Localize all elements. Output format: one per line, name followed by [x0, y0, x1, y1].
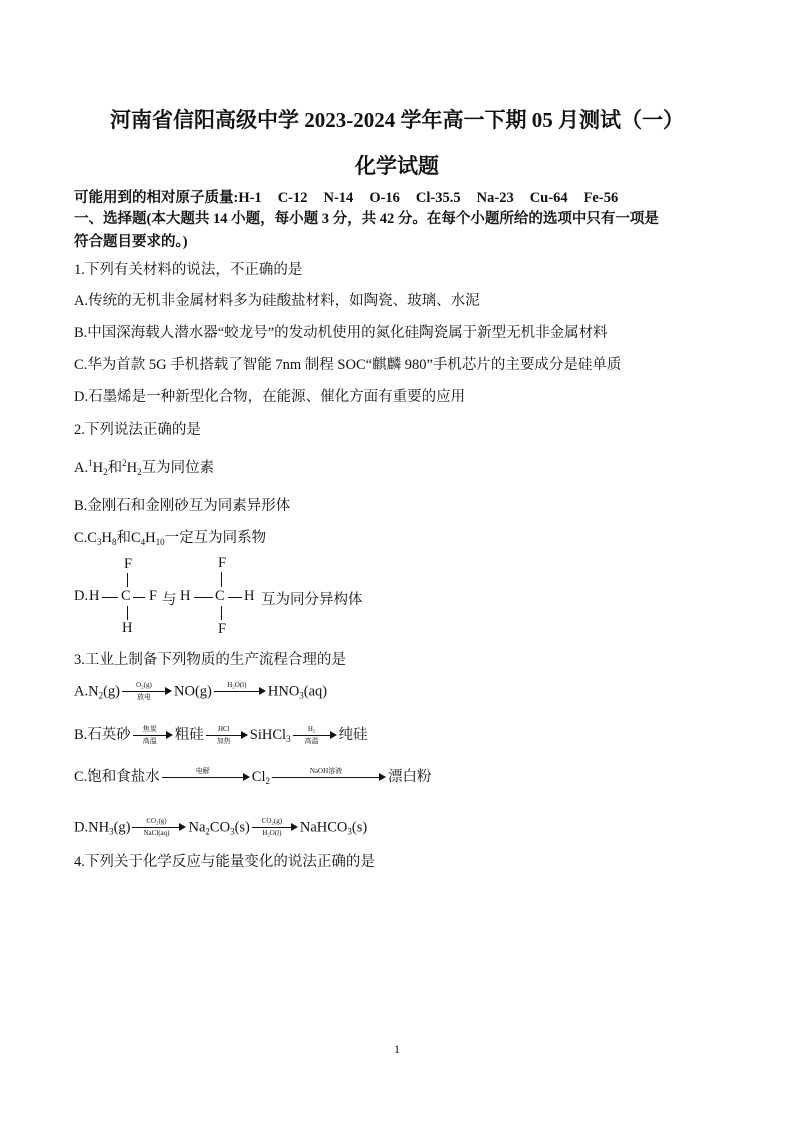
section-heading-line1: 一、选择题(本大题共 14 小题，每小题 3 分，共 42 分。在每个小题所给的选项中只有一项是 — [74, 211, 659, 227]
exam-page: 河南省信阳高级中学 2023-2024 学年高一下期 05 月测试（一） 化学试题 可能用到的相对原子质量:H-1 C-12 N-14 O-16 Cl-35.5 Na-23 Cu-64 Fe-56 一、选择题(本大题共 14 小题，每小题 3 分，共 42 分。在每个小题所给的选项中只有一项是 符合题目要求的。) 1.下列有关材料的说法，不正确的是 A.传统的无机非金属材料多为硅酸盐材料，如陶瓷、玻璃、水泥 B.中国深海载人潜水器“蛟龙号”的发动机使用的氮化硅陶瓷属于新型无机非金属材料 C.华为首款 5G 手机搭载了智能 7nm 制程 SOC“麒麟 980”手机芯片的主要成分是硅单质 D.石墨烯是一种新型化合物，在能源、催化方面有重要的应用 2.下列说法正确的是 $A.^1H_2$和$^2H_2$互为同位素 B.金刚石和金刚砂互为同素异形体 $C.C_3H_8$和$C_4H_{10}$一定互为同系物 D. H C F F H 与 H C H F F 互为同分异构体 3.工业上制备下列物质的生产流程合理的是 $A.N_2(g)$ O₂(g) 放电 NO(g) H₂O(l) $HNO_3(aq)$ B.石英砂 焦炭 高温 粗硅 HCl 加热 SiHCl$_3$ H₂ 高温 纯硅 C.饱和食盐水 电解 $Cl_2$ NaOH溶液 漂白粉 $D.NH_3(g)$ CO₂(g) NaCl(aq) $Na_2CO_3(s)$ $\frac{\text{CO₂(g)}}{\text{H₂O(l)}}$ NaHCO$_3$(s) 4.下列关于化学反应与能量变化的说法正确的是 1 — [0, 0, 794, 1122]
reaction-arrow: O₂(g) 放电 — [122, 680, 172, 704]
q3-option-a: $A.N_2(g)$ O₂(g) 放电 NO(g) H₂O(l) $HNO_3(aq)$ — [74, 680, 327, 704]
atom-f: F — [149, 588, 158, 604]
mass-item: Fe-56 — [583, 190, 619, 206]
q1-option-b: B.中国深海载人潜水器“蛟龙号”的发动机使用的氮化硅陶瓷属于新型无机非金属材料 — [74, 325, 608, 341]
bond-line — [228, 597, 242, 598]
atomic-mass-line — [74, 186, 634, 207]
atom-h: H — [180, 588, 191, 604]
q2-stem: 2.下列说法正确的是 — [74, 422, 201, 438]
atom-c: C — [215, 588, 225, 604]
q2-option-a: $A.^1H_2$和$^2H_2$互为同位素 — [74, 458, 215, 477]
bond-line — [102, 597, 118, 598]
atom-h: H — [89, 588, 100, 604]
bond-line — [221, 606, 222, 620]
exam-title: 河南省信阳高级中学 2023-2024 学年高一下期 05 月测试（一） — [110, 108, 684, 132]
reaction-arrow: $\frac{\text{CO₂(g)}}{\text{H₂O(l)}}$ — [252, 816, 298, 840]
section-heading-line2: 符合题目要求的。) — [74, 234, 188, 250]
atom-f: F — [218, 555, 227, 571]
reaction-arrow: CO₂(g) NaCl(aq) — [132, 816, 186, 840]
q1-option-c: C.华为首款 5G 手机搭载了智能 7nm 制程 SOC“麒麟 980”手机芯片的主要成分是硅单质 — [74, 357, 622, 373]
q1-option-a: A.传统的无机非金属材料多为硅酸盐材料，如陶瓷、玻璃、水泥 — [74, 293, 480, 309]
page-number: 1 — [394, 1042, 400, 1056]
mass-item: C-12 — [277, 190, 308, 206]
mass-item: H-1 — [238, 190, 262, 206]
reaction-arrow: H₂O(l) — [214, 680, 266, 704]
exam-subtitle: 化学试题 — [355, 154, 439, 178]
atom-f: F — [218, 621, 227, 637]
q3-option-c: C.饱和食盐水 电解 $Cl_2$ NaOH溶液 漂白粉 — [74, 765, 432, 790]
mass-item: Na-23 — [476, 190, 514, 206]
q1-stem: 1.下列有关材料的说法，不正确的是 — [74, 262, 303, 278]
q3-option-b: B.石英砂 焦炭 高温 粗硅 HCl 加热 SiHCl$_3$ H₂ 高温 纯硅 — [74, 723, 368, 748]
atom-f: F — [124, 556, 133, 572]
atom-h: H — [244, 588, 255, 604]
q2-option-c: $C.C_3H_8$和$C_4H_{10}$一定互为同系物 — [74, 530, 267, 547]
mass-item: O-16 — [369, 190, 400, 206]
atom-h: H — [122, 620, 133, 636]
bond-line — [221, 572, 222, 587]
bond-line — [133, 597, 145, 598]
reaction-arrow: 电解 — [162, 766, 250, 790]
q1-option-d: D.石墨烯是一种新型化合物，在能源、催化方面有重要的应用 — [74, 389, 466, 405]
q3-option-d: $D.NH_3(g)$ CO₂(g) NaCl(aq) $Na_2CO_3(s)$ $\frac{\text{CO₂(g)}}{\text{H₂O(l)}}$ NaHCO$_3$(s) — [74, 816, 367, 840]
reaction-arrow: NaOH溶液 — [272, 766, 386, 790]
atom-c: C — [121, 588, 131, 604]
mass-item: Cl-35.5 — [415, 190, 461, 206]
bond-line — [194, 597, 213, 598]
mass-item: Cu-64 — [529, 190, 568, 206]
reaction-arrow: HCl 加热 — [206, 724, 248, 748]
mass-item: N-14 — [323, 190, 354, 206]
q2-option-b: B.金刚石和金刚砂互为同素异形体 — [74, 498, 291, 514]
atomic-mass-label: 可能用到的相对原子质量: — [74, 190, 239, 206]
q4-stem: 4.下列关于化学反应与能量变化的说法正确的是 — [74, 854, 375, 870]
q3-stem: 3.工业上制备下列物质的生产流程合理的是 — [74, 652, 346, 668]
reaction-arrow: 焦炭 高温 — [133, 724, 173, 748]
bond-line — [127, 573, 128, 587]
bond-line — [127, 606, 128, 620]
reaction-arrow: H₂ 高温 — [293, 724, 337, 748]
